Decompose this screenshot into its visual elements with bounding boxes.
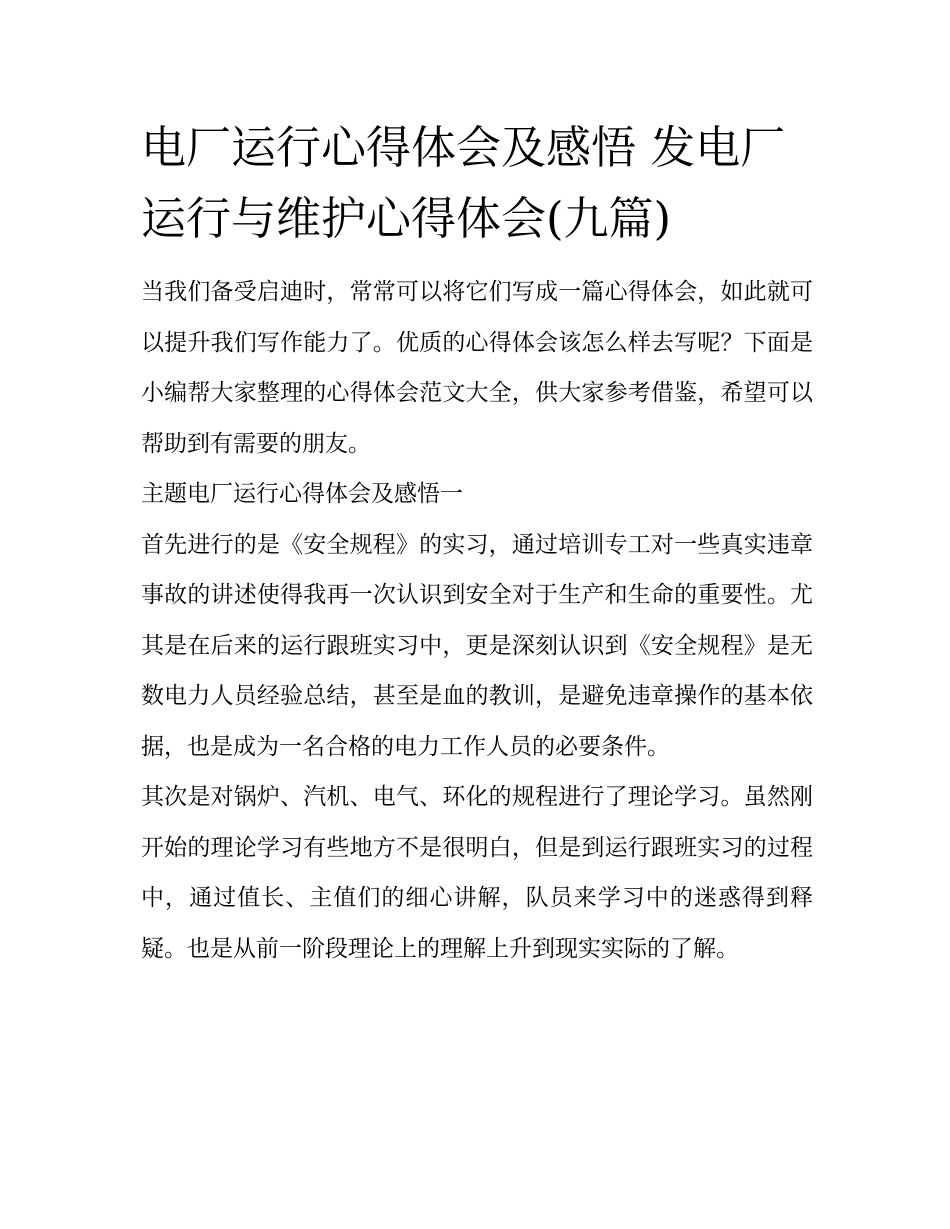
section-heading: 主题电厂运行心得体会及感悟一 (141, 481, 463, 507)
document-body (141, 112, 813, 974)
document-title: 电厂运行心得体会及感悟 发电厂运行与维护心得体会(九篇) (141, 121, 786, 245)
intro-paragraph: 当我们备受启迪时，常常可以将它们写成一篇心得体会，如此就可以提升我们写作能力了。优质的心得体会该怎么样去写呢？下面是小编帮大家整理的心得体会范文大全，供大家参考借鉴，希望可以帮助到有需要的朋友。 (141, 279, 813, 457)
body-paragraph-1: 首先进行的是《安全规程》的实习，通过培训专工对一些真实违章事故的讲述使得我再一次认识到安全对于生产和生命的重要性。尤其是在后来的运行跟班实习中，更是深刻认识到《安全规程》是无数电力人员经验总结，甚至是血的教训，是避免违章操作的基本依据，也是成为一名合格的电力工作人员的必要条件。 (141, 531, 813, 760)
body-paragraph-2: 其次是对锅炉、汽机、电气、环化的规程进行了理论学习。虽然刚开始的理论学习有些地方不是很明白，但是到运行跟班实习的过程中，通过值长、主值们的细心讲解，队员来学习中的迷惑得到释疑。也是从前一阶段理论上的理解上升到现实实际的了解。 (141, 784, 813, 962)
